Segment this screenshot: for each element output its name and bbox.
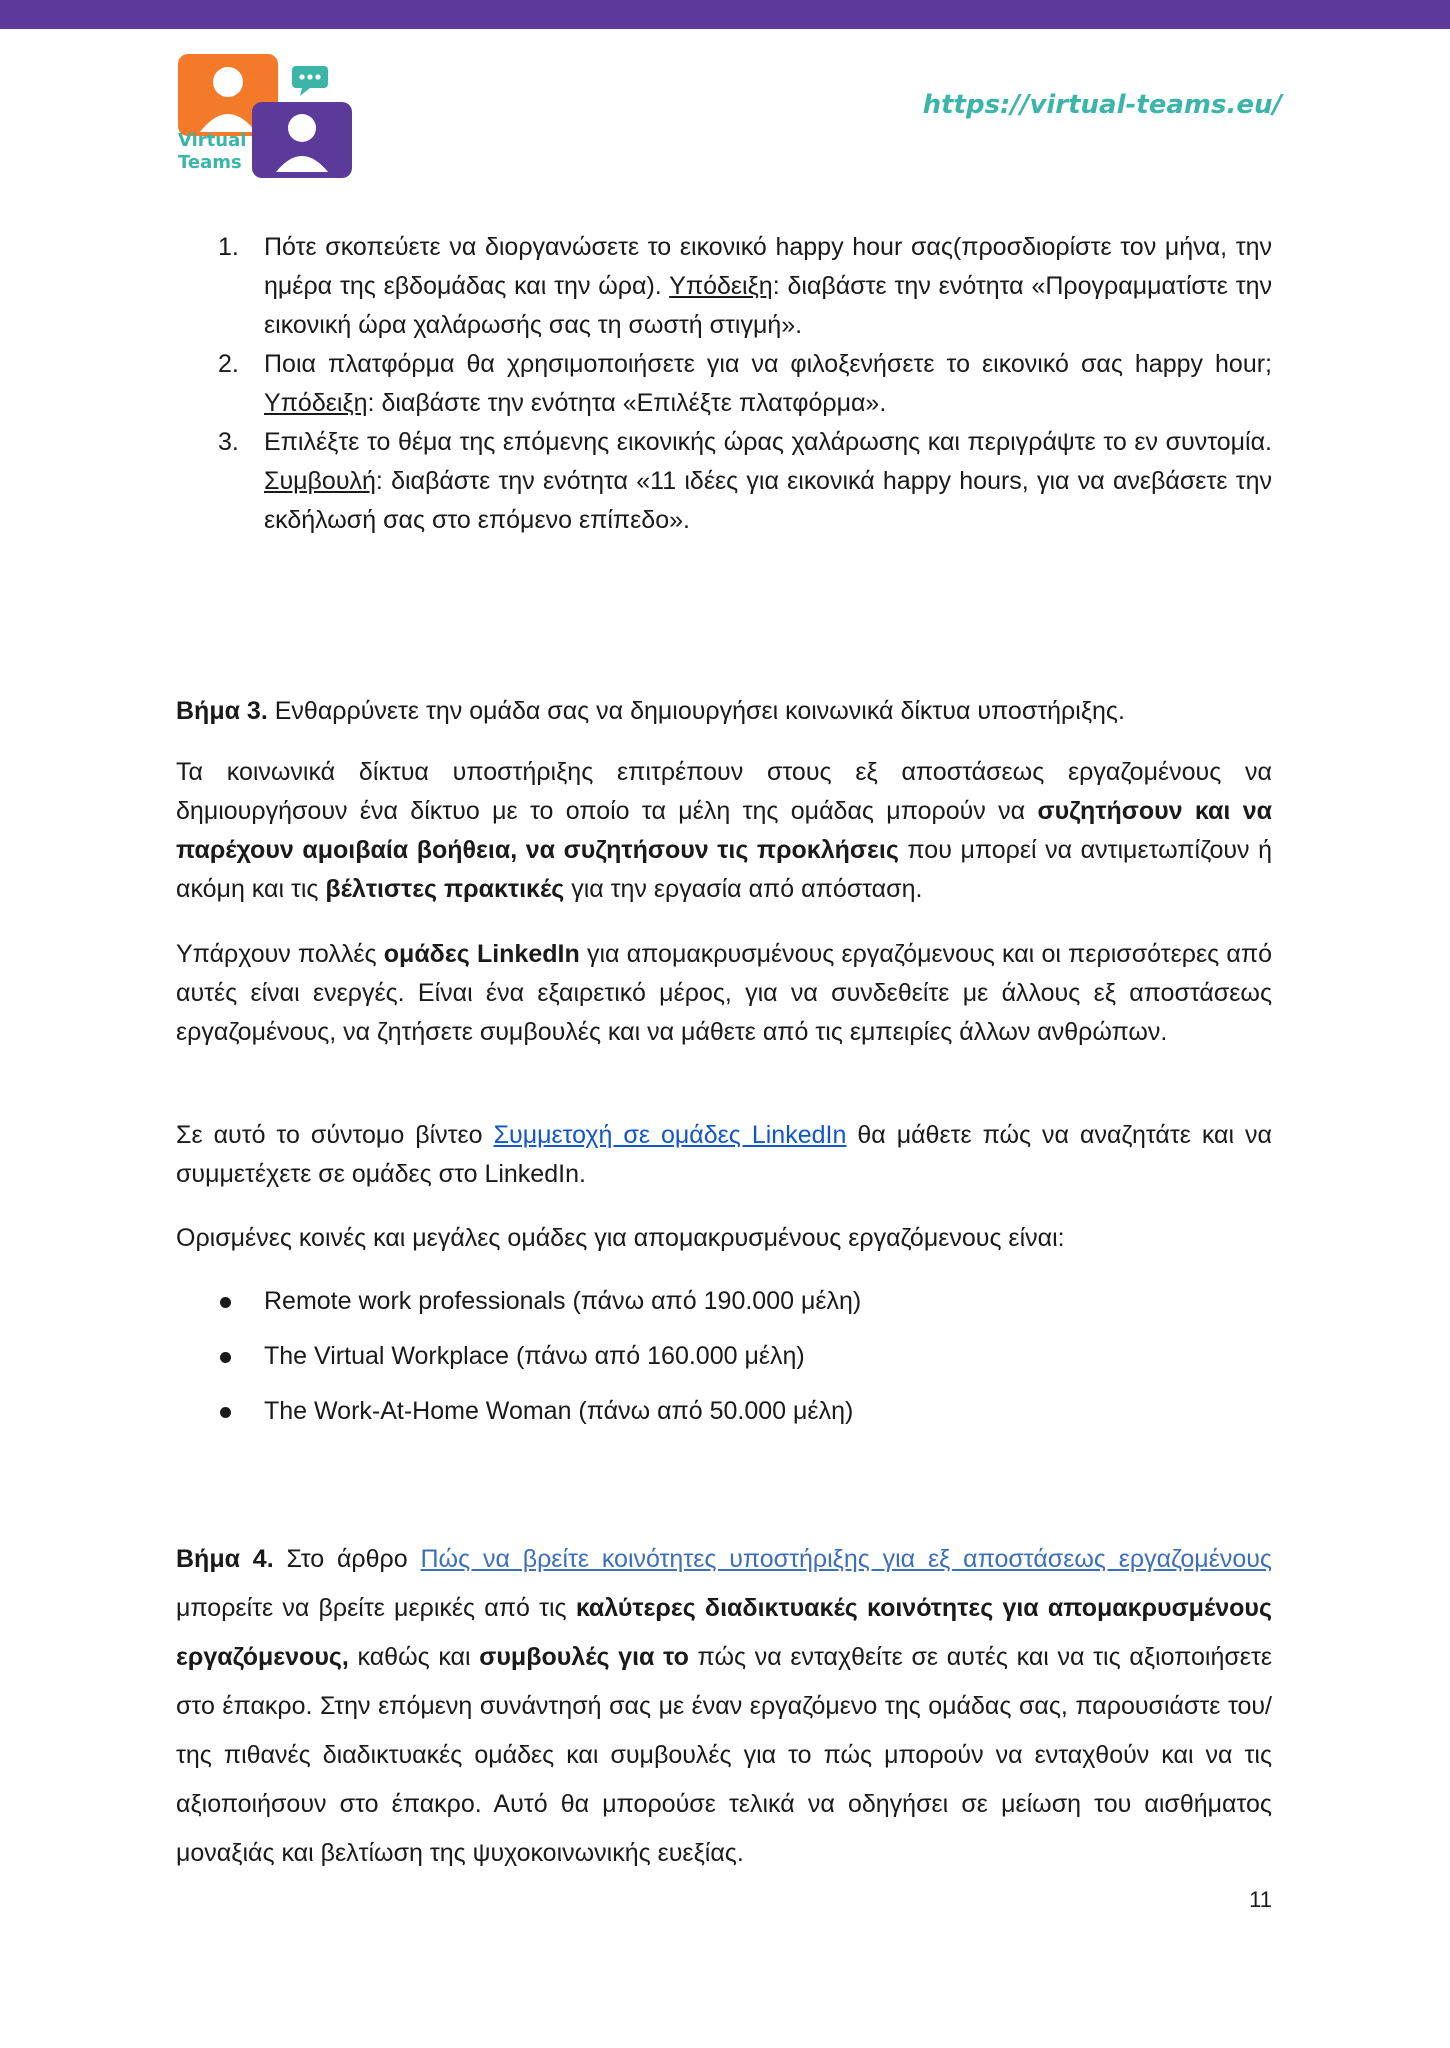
step4-label: Βήμα 4. — [176, 1545, 274, 1573]
paragraph-bold-text: συμβουλές για το — [479, 1643, 689, 1671]
step3-heading — [176, 692, 1272, 731]
paragraph-text: μπορείτε να βρείτε μερικές από τις — [176, 1594, 576, 1622]
bullet-icon — [220, 1352, 231, 1363]
list-item — [176, 228, 1272, 345]
page-number: 11 — [1249, 1887, 1272, 1912]
hint-text: : διαβάστε την ενότητα «Επιλέξτε πλατφόρμα». — [367, 389, 887, 417]
paragraph-text: Σε αυτό το σύντομο βίντεο — [176, 1121, 494, 1149]
logo-text-line2: Teams — [178, 152, 242, 173]
list-item — [176, 345, 1272, 423]
step3-paragraph-2 — [176, 935, 1272, 1052]
paragraph-text: Στο άρθρο — [273, 1545, 421, 1573]
list-item — [176, 1392, 1272, 1447]
item-number: 1. — [218, 233, 239, 261]
logo-text-line1: Virtual — [178, 130, 247, 151]
paragraph-text: Υπάρχουν πολλές — [176, 940, 384, 968]
item-number: 3. — [218, 428, 239, 456]
step3-paragraph-4: Ορισμένες κοινές και μεγάλες ομάδες για απομακρυσμένους εργαζόμενους είναι: — [176, 1224, 1065, 1252]
bullet-icon — [220, 1407, 231, 1418]
hint-label: Υπόδειξη — [264, 389, 368, 417]
support-communities-article-link[interactable]: Πώς να βρείτε κοινότητες υποστήριξης για εξ αποστάσεως εργαζομένους — [420, 1545, 1272, 1573]
question-text: Πότε σκοπεύετε να διοργανώσετε το εικονικό happy hour σας(προσδιορίστε τον μήνα, την ημέρα της εβδομάδας και την ώρα). — [264, 233, 1272, 300]
step3-paragraph-3 — [176, 1116, 1272, 1194]
question-text: Ποια πλατφόρμα θα χρησιμοποιήσετε για να φιλοξενήσετε το εικονικό σας happy hour; — [264, 350, 1272, 378]
logo-purple-person-head — [288, 114, 316, 142]
paragraph-bold-text: συζητήσουν και να παρέχουν αμοιβαία βοήθεια, να συζητήσουν τις προκλήσεις — [176, 797, 1272, 864]
paragraph-text: πώς να ενταχθείτε σε αυτές και να τις αξιοποιήσετε στο έπακρο. Στην επόμενη συνάντησή σας με έναν εργαζόμενο της ομάδας σας, παρουσιάστε του/της πιθανές διαδικτυακές ομάδες και συμβουλές για το πώς μπορούν να ενταχθούν και να τις αξιοποιήσουν στο έπακρο. Αυτό θα μπορούσε τελικά να οδηγήσει σε μείωση του αισθήματος μοναξιάς και βελτίωση της ψυχοκοινωνικής ευεξίας. — [176, 1643, 1272, 1867]
paragraph-bold-text: καλύτερες διαδικτυακές κοινότητες για απομακρυσμένους εργαζόμενους, — [176, 1594, 1272, 1671]
virtual-teams-logo — [176, 52, 356, 180]
paragraph-bold-text: βέλτιστες πρακτικές — [325, 875, 565, 903]
paragraph-text: για απομακρυσμένους εργαζόμενους και οι περισσότερες από αυτές είναι ενεργές. Είναι ένα εξαιρετικό μέρος, για να συνδεθείτε με άλλους εξ αποστάσεως εργαζομένους, να ζητήσετε συμβουλές και να μάθετε από τις εμπειρίες άλλων ανθρώπων. — [176, 940, 1272, 1046]
list-item — [176, 1282, 1272, 1337]
logo-orange-person-head — [213, 67, 243, 97]
step3-label: Βήμα 3. — [176, 697, 268, 725]
linkedin-groups-video-link[interactable]: Συμμετοχή σε ομάδες LinkedIn — [493, 1121, 847, 1149]
hint-text: : διαβάστε την ενότητα «Προγραμματίστε την εικονική ώρα χαλάρωσής σας τη σωστή στιγμή». — [264, 272, 1272, 339]
list-item — [176, 423, 1272, 540]
step3-title: Ενθαρρύνετε την ομάδα σας να δημιουργήσει κοινωνικά δίκτυα υποστήριξης. — [267, 697, 1125, 725]
paragraph-bold-text: ομάδες LinkedIn — [383, 940, 580, 968]
step3-paragraph-1 — [176, 753, 1272, 909]
question-text: Επιλέξτε το θέμα της επόμενης εικονικής ώρας χαλάρωσης και περιγράψτε το εν συντομία. — [264, 428, 1272, 456]
paragraph-text: που μπορεί να αντιμετωπίζουν ή ακόμη και τις — [176, 836, 1272, 903]
questions-list — [176, 228, 1272, 540]
hint-label: Συμβουλή — [264, 467, 376, 495]
site-url[interactable]: https://virtual-teams.eu/ — [922, 90, 1282, 120]
paragraph-text: καθώς και — [348, 1643, 480, 1671]
bullet-icon — [220, 1297, 231, 1308]
item-number: 2. — [218, 350, 239, 378]
hint-label: Υπόδειξη — [669, 272, 773, 300]
step4-paragraph — [176, 1535, 1272, 1878]
hint-text: : διαβάστε την ενότητα «11 ιδέες για εικονικά happy hours, για να ανεβάσετε την εκδήλωσή σας στο επόμενο επίπεδο». — [264, 467, 1272, 534]
groups-list — [176, 1282, 1272, 1447]
group-name: Remote work professionals (πάνω από 190.000 μέλη) — [264, 1287, 862, 1315]
list-item — [176, 1337, 1272, 1392]
paragraph-text: για την εργασία από απόσταση. — [564, 875, 923, 903]
group-name: The Virtual Workplace (πάνω από 160.000 μέλη) — [264, 1342, 805, 1370]
paragraph-text: Τα κοινωνικά δίκτυα υποστήριξης επιτρέπουν στους εξ αποστάσεως εργαζομένους να δημιουργήσουν ένα δίκτυο με το οποίο τα μέλη της ομάδας μπορούν να — [176, 758, 1272, 825]
top-color-bar — [0, 0, 1450, 29]
paragraph-text: θα μάθετε πώς να αναζητάτε και να συμμετέχετε σε ομάδες στο LinkedIn. — [176, 1121, 1272, 1188]
group-name: The Work-At-Home Woman (πάνω από 50.000 μέλη) — [264, 1397, 854, 1425]
